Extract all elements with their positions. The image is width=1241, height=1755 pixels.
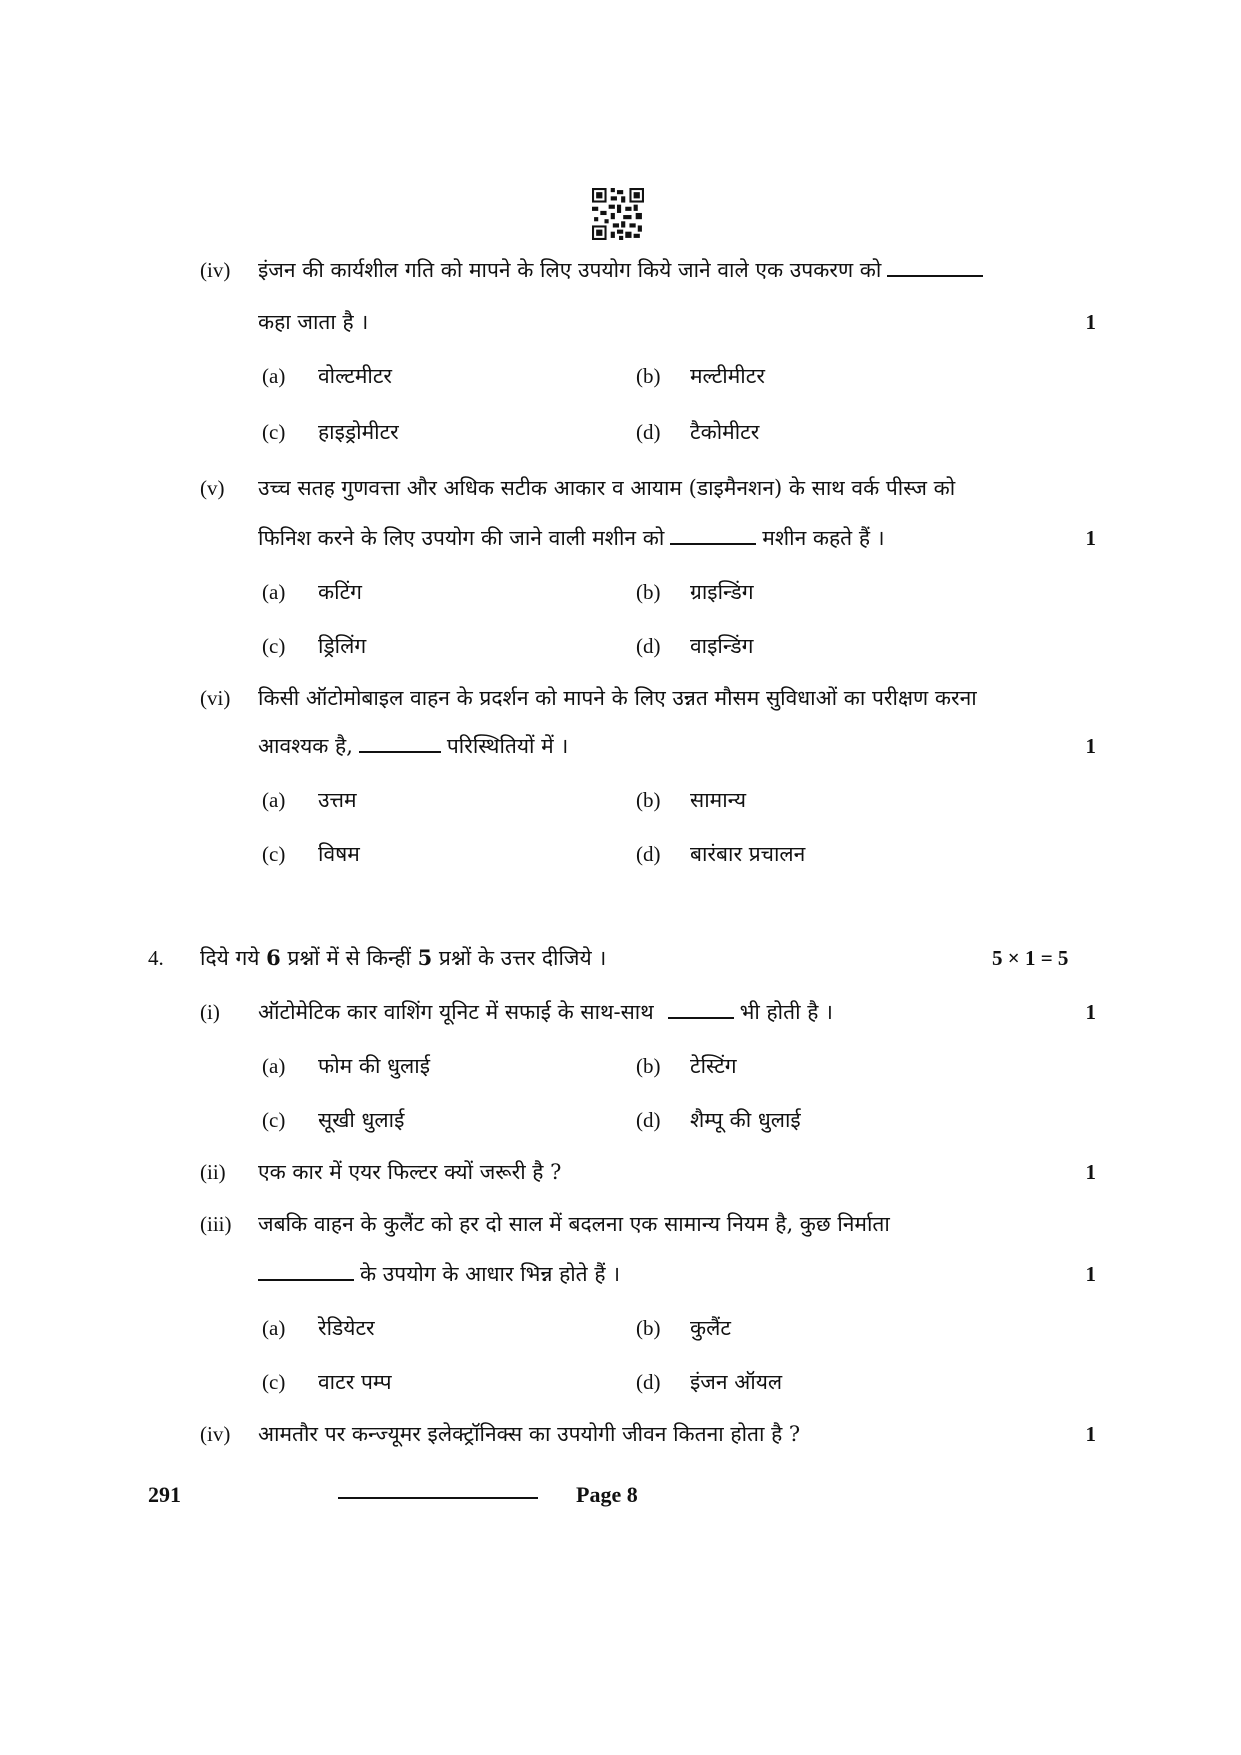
option-text: कटिंग: [318, 580, 362, 604]
instruction-number: 5: [417, 945, 433, 970]
option-label: (b): [636, 364, 661, 388]
question-line: कहा जाता है ।: [258, 310, 369, 334]
instruction-text: प्रश्नों में से किन्हीं: [287, 946, 411, 970]
option-label: (d): [636, 1370, 661, 1394]
option-label: (c): [262, 842, 286, 866]
paper-code: 291: [148, 1482, 181, 1507]
instruction-text: दिये गये: [200, 946, 260, 970]
option-text: वाटर पम्प: [318, 1370, 392, 1394]
question-number: 4.: [148, 946, 164, 970]
option-label: (c): [262, 634, 286, 658]
question-line: भी होती है ।: [739, 1000, 833, 1024]
option-label: (d): [636, 842, 661, 866]
option-label: (c): [262, 1108, 286, 1132]
option-text: बारंबार प्रचालन: [690, 842, 806, 866]
marks: 1: [1085, 526, 1096, 550]
marks: 1: [1085, 1160, 1096, 1184]
option-text: इंजन ऑयल: [690, 1370, 783, 1394]
marks: 1: [1085, 1422, 1096, 1446]
option-label: (d): [636, 1108, 661, 1132]
instruction-text: प्रश्नों के उत्तर दीजिये ।: [438, 946, 607, 970]
qr-code-icon: [592, 188, 644, 240]
option-text: टेस्टिंग: [690, 1054, 737, 1078]
question-line: आमतौर पर कन्ज्यूमर इलेक्ट्रॉनिक्स का उपयोगी जीवन कितना होता है ?: [258, 1422, 801, 1446]
option-text: कुलैंट: [690, 1316, 731, 1340]
page-number: Page 8: [576, 1482, 638, 1507]
option-text: सामान्य: [690, 788, 747, 812]
option-text: ड्रिलिंग: [318, 634, 367, 658]
question-line: फिनिश करने के लिए उपयोग की जाने वाली मशीन को: [258, 526, 665, 550]
option-label: (c): [262, 420, 286, 444]
question-number: (iii): [200, 1212, 232, 1236]
question-text: [258, 524, 885, 552]
option-label: (b): [636, 1316, 661, 1340]
option-label: (b): [636, 1054, 661, 1078]
option-text: टैकोमीटर: [690, 420, 760, 444]
option-label: (b): [636, 788, 661, 812]
option-text: मल्टीमीटर: [690, 364, 765, 388]
option-label: (a): [262, 364, 286, 388]
footer-divider: [338, 1497, 538, 1499]
question-line: के उपयोग के आधार भिन्न होते हैं ।: [360, 1262, 621, 1286]
answer-blank: [887, 257, 983, 277]
question-text: [258, 1260, 620, 1288]
option-label: (a): [262, 1316, 286, 1340]
marks: 1: [1085, 1000, 1096, 1024]
option-label: (a): [262, 580, 286, 604]
question-line: जबकि वाहन के कुलैंट को हर दो साल में बदलना एक सामान्य नियम है, कुछ निर्माता: [258, 1212, 890, 1236]
marks: 1: [1085, 734, 1096, 758]
question-text: [258, 732, 568, 760]
instruction-number: 6: [266, 945, 281, 970]
question-number: (ii): [200, 1160, 226, 1184]
question-text: [258, 998, 833, 1026]
option-text: ग्राइन्डिंग: [690, 580, 754, 604]
option-text: उत्तम: [318, 788, 357, 812]
question-number: (vi): [200, 686, 231, 710]
option-text: विषम: [318, 842, 360, 866]
question-line: परिस्थितियों में ।: [446, 734, 569, 758]
question-line: उच्च सतह गुणवत्ता और अधिक सटीक आकार व आयाम (डाइमैनशन) के साथ वर्क पीस्ज को: [258, 476, 956, 500]
question-number: (i): [200, 1000, 220, 1024]
answer-blank: [670, 525, 756, 545]
marks: 1: [1085, 1262, 1096, 1286]
question-instruction: [200, 944, 606, 972]
option-label: (a): [262, 788, 286, 812]
marks-total: 5 × 1 = 5: [992, 946, 1069, 970]
option-label: (b): [636, 580, 661, 604]
option-text: रेडियेटर: [318, 1316, 375, 1340]
question-number: (iv): [200, 1422, 231, 1446]
answer-blank: [258, 1261, 354, 1281]
option-text: शैम्पू की धुलाई: [690, 1108, 801, 1132]
option-label: (c): [262, 1370, 286, 1394]
marks: 1: [1085, 310, 1096, 334]
question-line: आवश्यक है,: [258, 734, 353, 758]
question-text: [258, 256, 989, 284]
option-text: फोम की धुलाई: [318, 1054, 431, 1078]
question-number: (v): [200, 476, 225, 500]
option-text: वोल्टमीटर: [318, 364, 393, 388]
answer-blank: [359, 733, 441, 753]
question-line: मशीन कहते हैं ।: [762, 526, 885, 550]
question-line: इंजन की कार्यशील गति को मापने के लिए उपयोग किये जाने वाले एक उपकरण को: [258, 258, 882, 282]
question-line: एक कार में एयर फिल्टर क्यों जरूरी है ?: [258, 1160, 562, 1184]
option-label: (a): [262, 1054, 286, 1078]
option-text: सूखी धुलाई: [318, 1108, 405, 1132]
option-label: (d): [636, 634, 661, 658]
question-line: किसी ऑटोमोबाइल वाहन के प्रदर्शन को मापने के लिए उन्नत मौसम सुविधाओं का परीक्षण करना: [258, 686, 977, 710]
question-line: ऑटोमेटिक कार वाशिंग यूनिट में सफाई के साथ-साथ: [258, 1000, 654, 1024]
option-label: (d): [636, 420, 661, 444]
answer-blank: [668, 999, 734, 1019]
option-text: हाइड्रोमीटर: [318, 420, 399, 444]
question-number: (iv): [200, 258, 231, 282]
option-text: वाइन्डिंग: [690, 634, 754, 658]
